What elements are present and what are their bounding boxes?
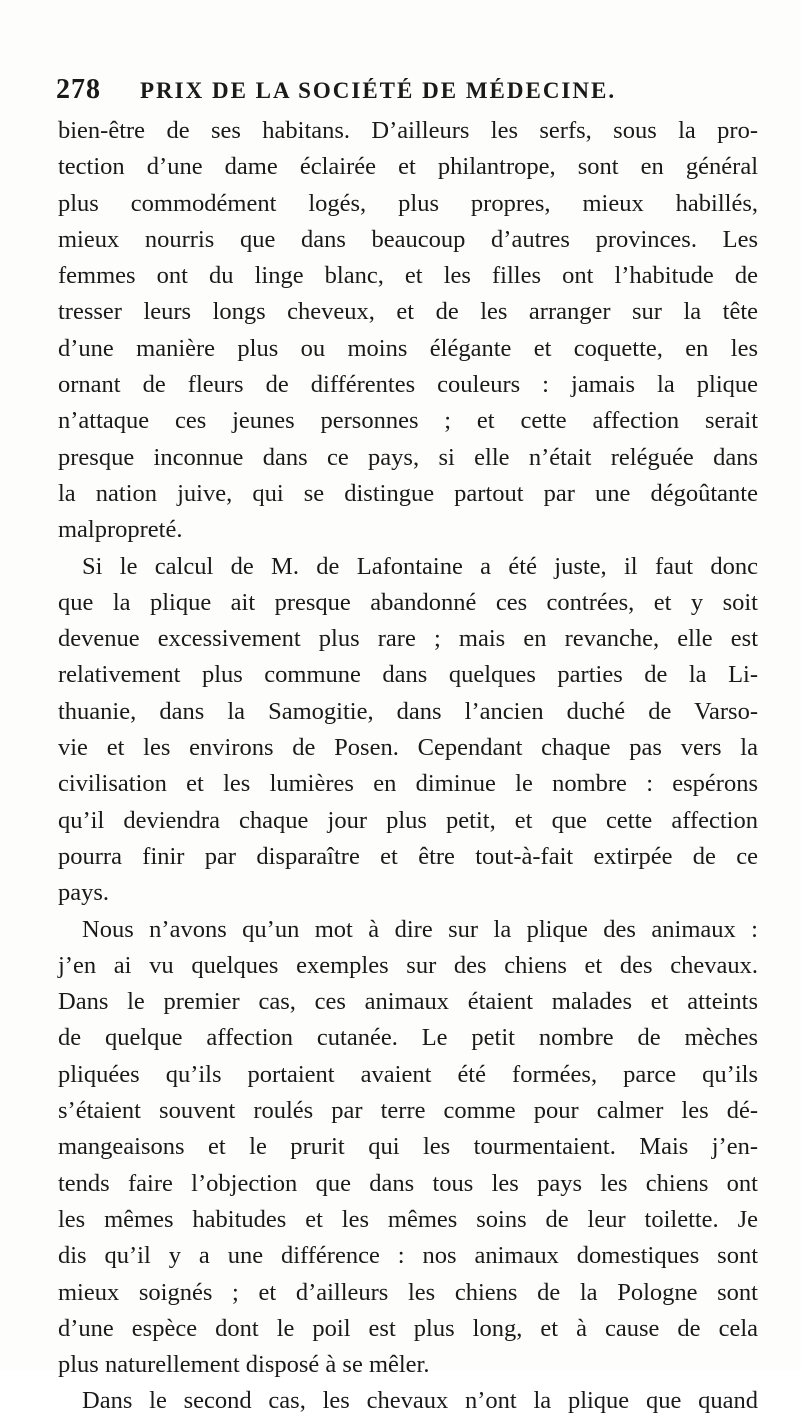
text-line: presque inconnue dans ce pays, si elle n’était reléguée dans bbox=[58, 443, 758, 471]
text-line: plus commodément logés, plus propres, mieux habillés, bbox=[58, 189, 758, 217]
text-line: vie et les environs de Posen. Cependant chaque pas vers la bbox=[58, 734, 758, 762]
text-line: de quelque affection cutanée. Le petit nombre de mèches bbox=[58, 1024, 758, 1052]
text-line: mieux soignés ; et d’ailleurs les chiens de la Pologne sont bbox=[58, 1278, 758, 1306]
text-line: d’une manière plus ou moins élégante et coquette, en les bbox=[58, 334, 758, 362]
text-line: d’une espèce dont le poil est plus long, et à cause de cela bbox=[58, 1314, 758, 1342]
text-line: tresser leurs longs cheveux, et de les arranger sur la tête bbox=[58, 298, 758, 326]
text-line: pliquées qu’ils portaient avaient été formées, parce qu’ils bbox=[58, 1060, 758, 1088]
text-line: thuanie, dans la Samogitie, dans l’ancien duché de Varso- bbox=[58, 697, 758, 725]
text-line: devenue excessivement plus rare ; mais en revanche, elle est bbox=[58, 625, 758, 653]
text-line: les mêmes habitudes et les mêmes soins de leur toilette. Je bbox=[58, 1205, 758, 1233]
text-line: pays. bbox=[58, 879, 110, 907]
text-line: malpropreté. bbox=[58, 516, 183, 544]
text-line: mangeaisons et le prurit qui les tourmentaient. Mais j’en- bbox=[58, 1133, 758, 1161]
text-line: Si le calcul de M. de Lafontaine a été juste, il faut donc bbox=[82, 552, 758, 580]
text-line: Dans le premier cas, ces animaux étaient malades et atteints bbox=[58, 988, 758, 1016]
text-line: civilisation et les lumières en diminue le nombre : espérons bbox=[58, 770, 758, 798]
running-title: PRIX DE LA SOCIÉTÉ DE MÉDECINE. bbox=[140, 78, 617, 103]
text-line: qu’il deviendra chaque jour plus petit, et que cette affection bbox=[58, 806, 758, 834]
body-text bbox=[58, 113, 758, 1420]
text-line: pourra finir par disparaître et être tout-à-fait extirpée de ce bbox=[58, 842, 758, 870]
text-line: s’étaient souvent roulés par terre comme pour calmer les dé- bbox=[58, 1097, 758, 1125]
text-line: femmes ont du linge blanc, et les filles ont l’habitude de bbox=[58, 262, 758, 290]
text-line: tends faire l’objection que dans tous les pays les chiens ont bbox=[58, 1169, 758, 1197]
text-line: la nation juive, qui se distingue partout par une dégoûtante bbox=[58, 479, 758, 507]
running-head bbox=[56, 74, 746, 110]
text-line: bien-être de ses habitans. D’ailleurs les serfs, sous la pro- bbox=[58, 117, 758, 144]
text-line: n’attaque ces jeunes personnes ; et cette affection serait bbox=[58, 407, 758, 435]
text-line: ornant de fleurs de différentes couleurs : jamais la plique bbox=[58, 371, 758, 399]
text-line: dis qu’il y a une différence : nos animaux domestiques sont bbox=[58, 1242, 758, 1270]
text-line: relativement plus commune dans quelques parties de la Li- bbox=[58, 661, 758, 689]
page-number: 278 bbox=[56, 74, 101, 105]
text-line: mieux nourris que dans beaucoup d’autres provinces. Les bbox=[58, 225, 758, 253]
text-line: que la plique ait presque abandonné ces contrées, et y soit bbox=[58, 588, 758, 616]
text-line: Nous n’avons qu’un mot à dire sur la plique des animaux : bbox=[82, 915, 758, 943]
text-line: Dans le second cas, les chevaux n’ont la plique que quand bbox=[82, 1387, 758, 1415]
text-line: plus naturellement disposé à se mêler. bbox=[58, 1351, 430, 1379]
text-line: j’en ai vu quelques exemples sur des chiens et des chevaux. bbox=[58, 951, 758, 979]
text-line: tection d’une dame éclairée et philantrope, sont en général bbox=[58, 153, 758, 181]
